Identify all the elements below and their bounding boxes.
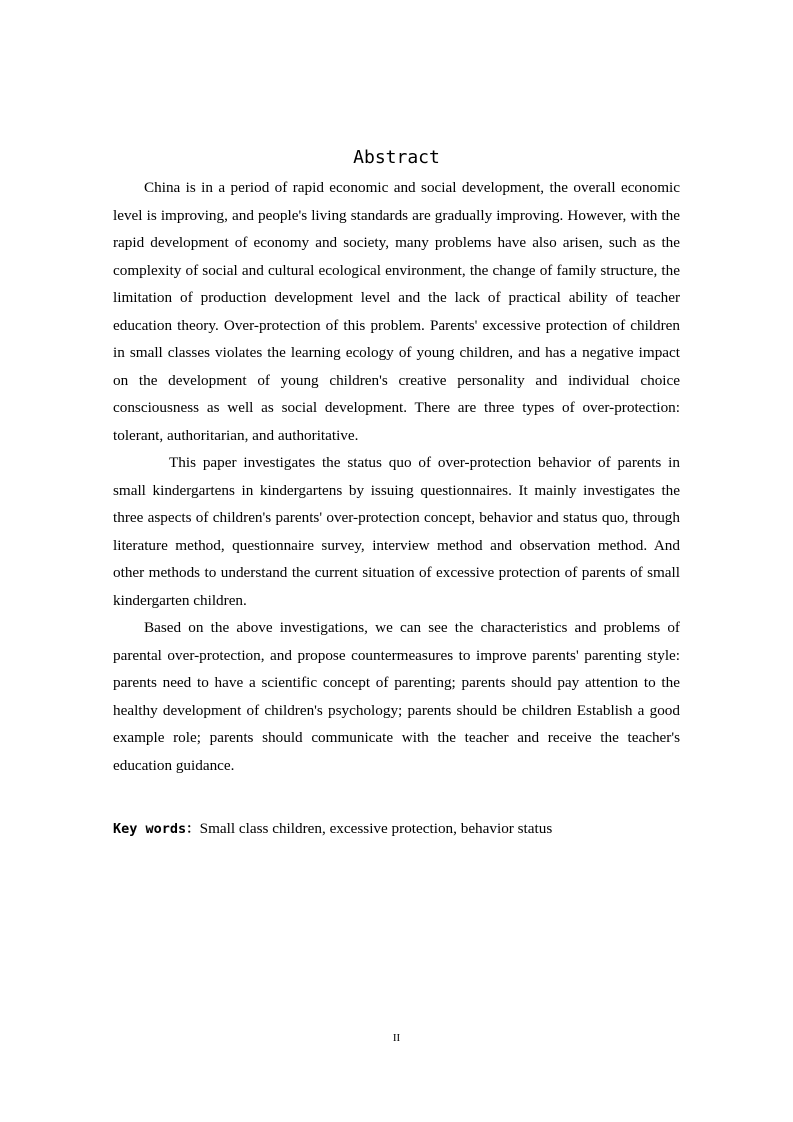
- abstract-paragraph-3: Based on the above investigations, we can see the characteristics and problems of parental over-protection, and propose countermeasures to improve parents' parenting style: parents need to have a scientific concept of parenting; parents should pay attention to the healthy development of children's psychology; parents should be children Establish a good example role; parents should communicate with the teacher and receive the teacher's education guidance.: [113, 619, 680, 774]
- keywords-line: [113, 816, 680, 842]
- abstract-body: [113, 174, 680, 779]
- abstract-paragraph-2: This paper investigates the status quo of over-protection behavior of parents in small kindergartens in kindergartens by issuing questionnaires. It mainly investigates the three aspects of children's parents' over-protection concept, behavior and status quo, through literature method, questionnaire survey, interview method and observation method. And other methods to understand the current situation of excessive protection of parents of small kindergarten children.: [113, 454, 680, 609]
- keywords-label: Key words：: [113, 821, 200, 837]
- page-number: II: [392, 1032, 401, 1044]
- abstract-paragraph-1: China is in a period of rapid economic and social development, the overall economic level is improving, and people's living standards are gradually improving. However, with the rapid development of economy and society, many problems have also arisen, such as the complexity of social and cultural ecological environment, the change of family structure, the limitation of production development level and the lack of practical ability of teacher education theory. Over-protection of this problem. Parents' excessive protection of children in small classes violates the learning ecology of young children, and has a negative impact on the development of young children's creative personality and individual choice consciousness as well as social development. There are three types of over-protection: tolerant, authoritarian, and authoritative.: [113, 179, 680, 444]
- keywords-text: Small class children, excessive protection, behavior status: [199, 820, 553, 837]
- abstract-title: Abstract: [353, 147, 440, 168]
